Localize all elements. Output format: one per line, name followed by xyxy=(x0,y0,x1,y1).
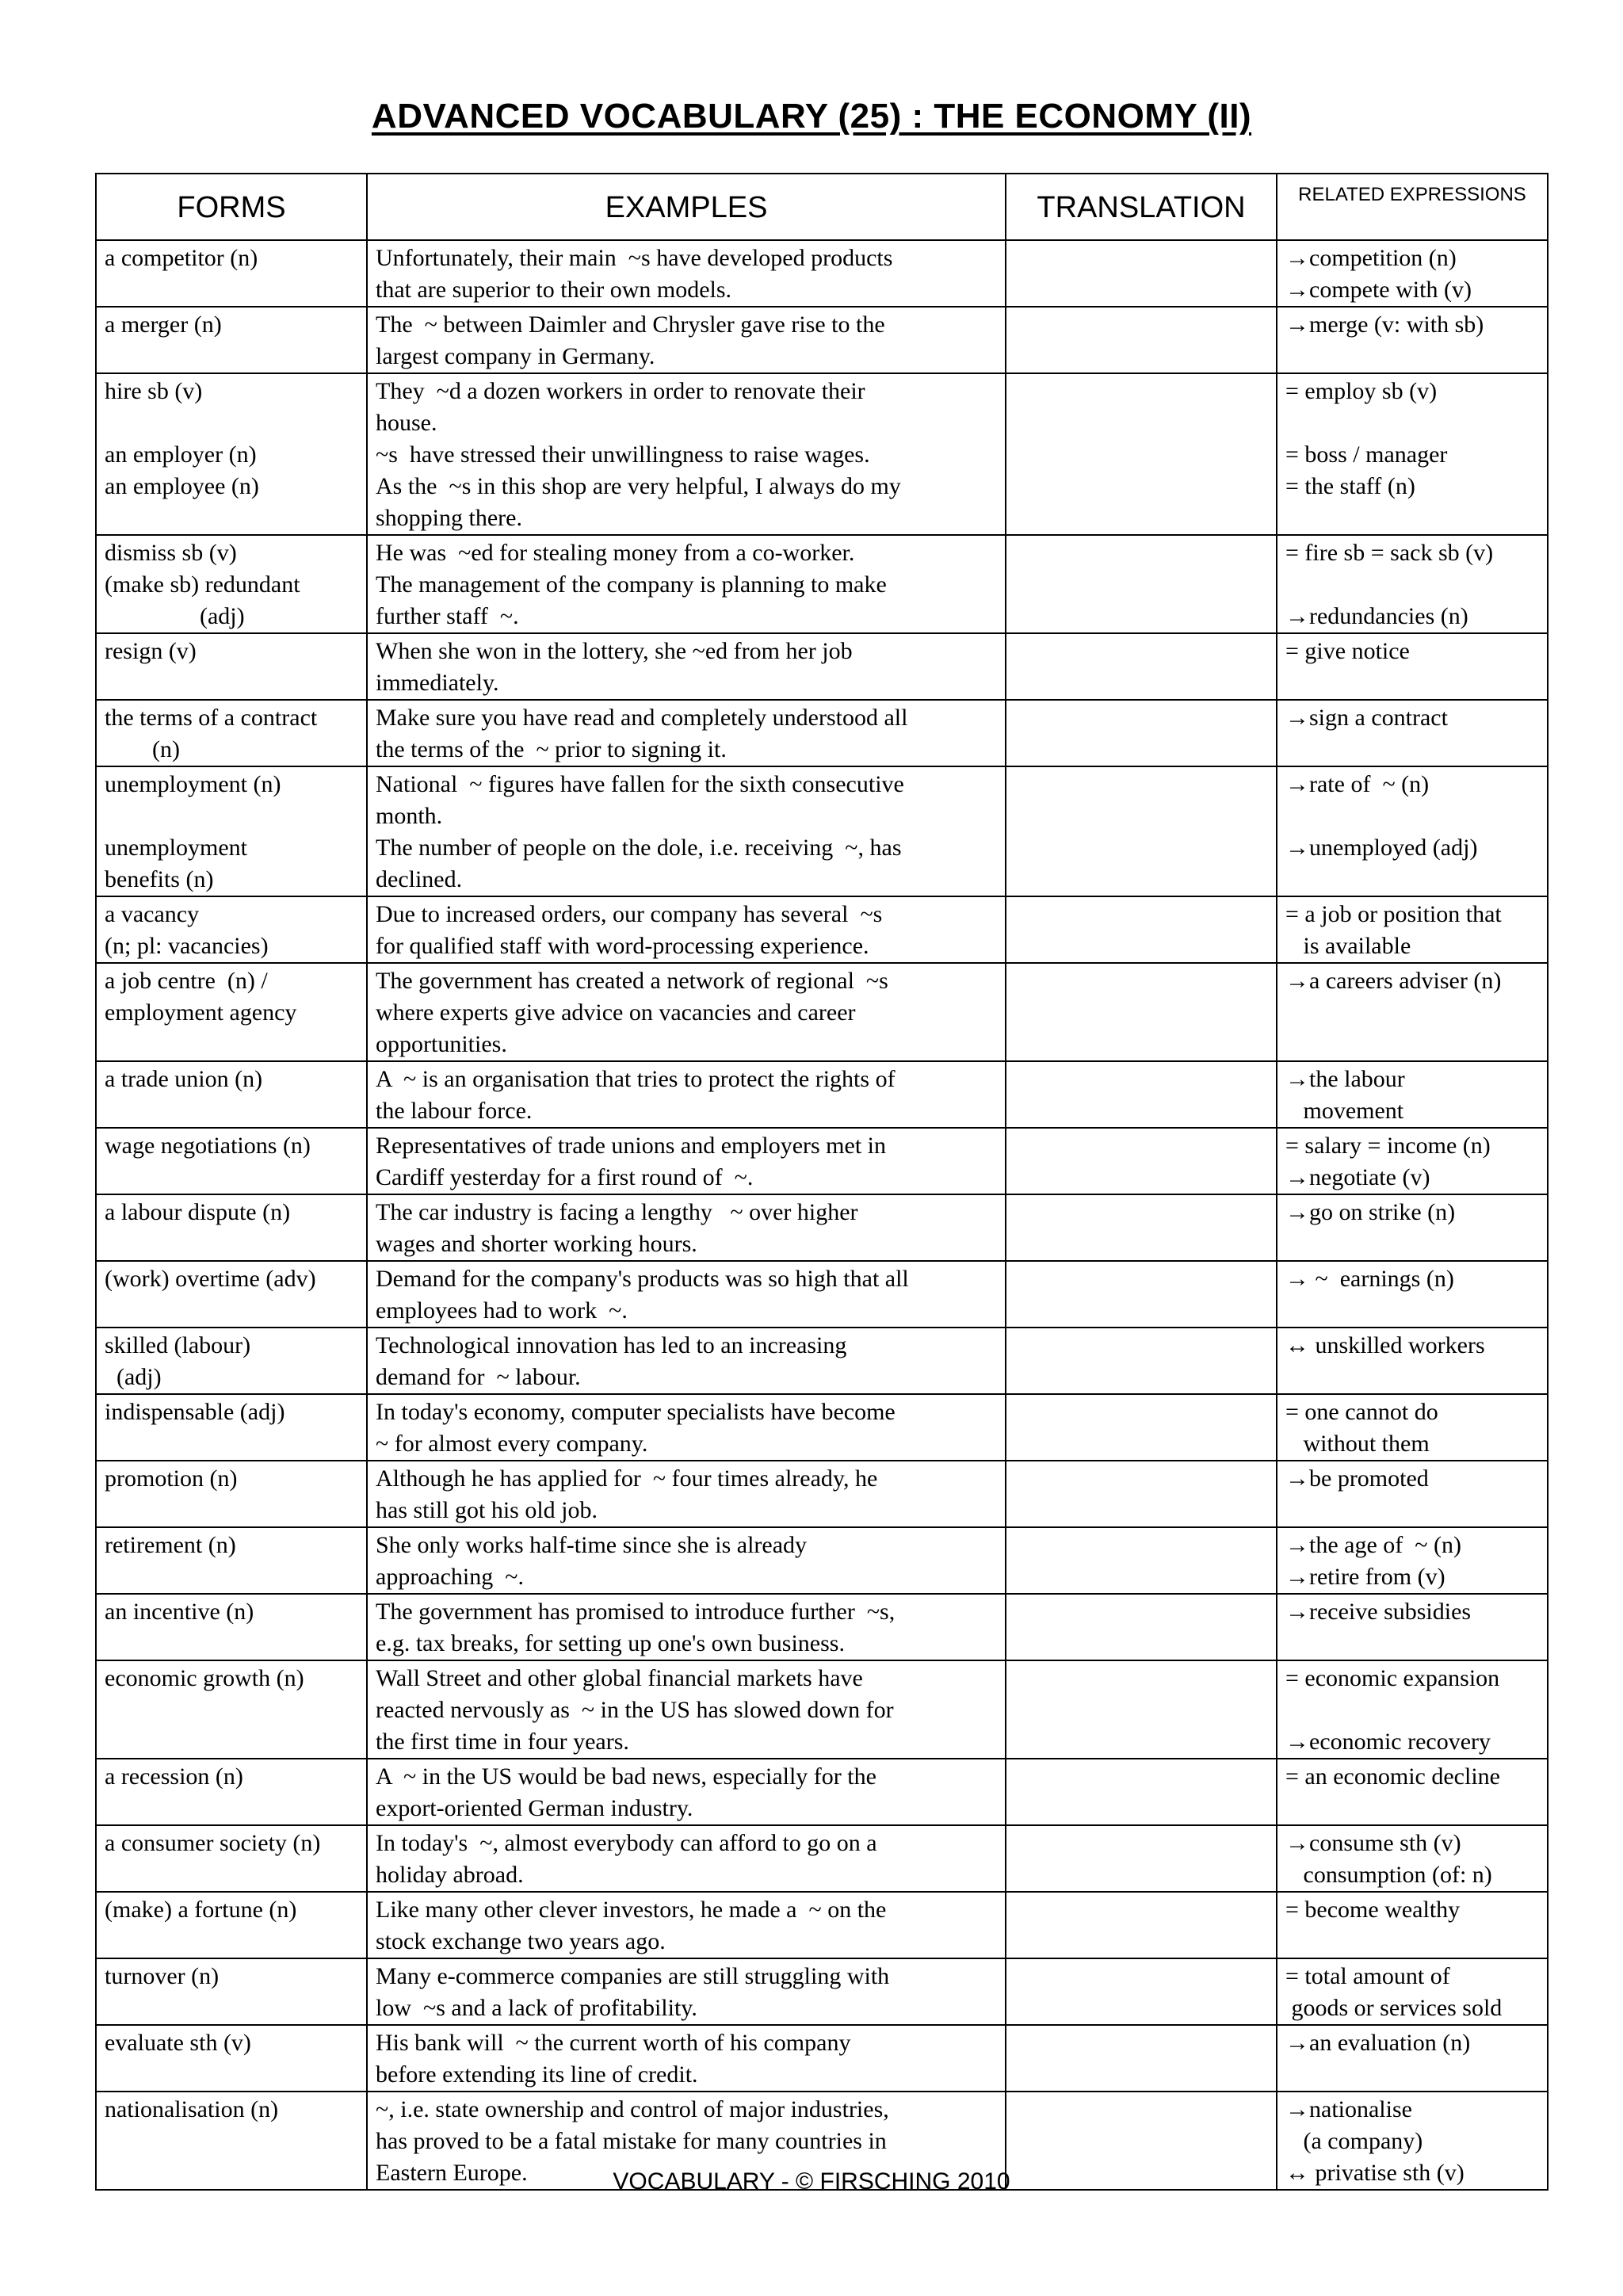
table-row xyxy=(96,963,1548,1061)
examples-line: stock exchange two years ago. xyxy=(376,1928,666,1954)
forms-line: wage negotiations (n) xyxy=(105,1133,311,1159)
translation-cell xyxy=(1006,1892,1277,1958)
examples-line: The government has promised to introduce further ~s, xyxy=(376,1599,896,1625)
forms-cell xyxy=(96,963,367,1061)
examples-line: largest company in Germany. xyxy=(376,343,655,369)
forms-line: unemployment (n) xyxy=(105,771,281,797)
examples-line: employees had to work ~. xyxy=(376,1297,628,1324)
related-expressions-line: →merge (v: with sb) xyxy=(1285,311,1484,338)
table-row xyxy=(96,896,1548,963)
table-row xyxy=(96,535,1548,633)
forms-line: a trade union (n) xyxy=(105,1066,263,1092)
related-expressions-cell xyxy=(1277,1128,1548,1194)
table-row xyxy=(96,240,1548,307)
examples-line: holiday abroad. xyxy=(376,1862,524,1888)
examples-line: She only works half-time since she is already xyxy=(376,1532,808,1558)
translation-cell xyxy=(1006,373,1277,535)
forms-line: employment agency xyxy=(105,999,297,1026)
related-expressions-cell xyxy=(1277,766,1548,896)
examples-line: National ~ figures have fallen for the sixth consecutive xyxy=(376,771,904,797)
examples-cell xyxy=(367,1261,1006,1328)
related-expressions-line: = become wealthy xyxy=(1285,1897,1461,1923)
examples-cell xyxy=(367,307,1006,373)
related-expressions-line: →negotiate (v) xyxy=(1285,1164,1430,1190)
forms-cell xyxy=(96,1261,367,1328)
forms-line: hire sb (v) xyxy=(105,378,203,404)
examples-line: His bank will ~ the current worth of his company xyxy=(376,2030,851,2056)
translation-cell xyxy=(1006,633,1277,700)
examples-line: the terms of the ~ prior to signing it. xyxy=(376,736,727,762)
table-row xyxy=(96,1128,1548,1194)
examples-line: low ~s and a lack of profitability. xyxy=(376,1995,697,2021)
translation-cell xyxy=(1006,1394,1277,1461)
examples-cell xyxy=(367,2025,1006,2092)
related-expressions-line: →competition (n) xyxy=(1285,245,1457,271)
related-expressions-line: movement xyxy=(1285,1098,1404,1124)
related-expressions-line: →be promoted xyxy=(1285,1465,1429,1492)
related-expressions-line: →economic recovery xyxy=(1285,1729,1491,1755)
examples-line: has proved to be a fatal mistake for many countries in xyxy=(376,2128,887,2154)
related-expressions-line xyxy=(1285,800,1539,832)
examples-line: The ~ between Daimler and Chrysler gave rise to the xyxy=(376,311,885,338)
related-expressions-cell xyxy=(1277,1660,1548,1759)
examples-line: In today's economy, computer specialists have become xyxy=(376,1399,896,1425)
related-expressions-line: →a careers adviser (n) xyxy=(1285,968,1502,994)
forms-cell xyxy=(96,1194,367,1261)
related-expressions-line: without them xyxy=(1285,1431,1430,1457)
related-expressions-line: →sign a contract xyxy=(1285,705,1448,731)
examples-line: wages and shorter working hours. xyxy=(376,1231,697,1257)
examples-line: for qualified staff with word-processing experience. xyxy=(376,933,869,959)
translation-cell xyxy=(1006,1461,1277,1527)
translation-cell xyxy=(1006,2025,1277,2092)
header-forms: FORMS xyxy=(96,174,367,240)
forms-line: turnover (n) xyxy=(105,1963,220,1989)
translation-cell xyxy=(1006,535,1277,633)
translation-cell xyxy=(1006,307,1277,373)
related-expressions-line: = a job or position that xyxy=(1285,901,1502,927)
related-expressions-line: ↔ privatise sth (v) xyxy=(1285,2160,1465,2186)
forms-line: the terms of a contract xyxy=(105,705,318,731)
related-expressions-line: = boss / manager xyxy=(1285,441,1448,468)
related-expressions-cell xyxy=(1277,240,1548,307)
related-expressions-line: = an economic decline xyxy=(1285,1763,1500,1790)
related-expressions-line: (a company) xyxy=(1285,2128,1423,2154)
table-row xyxy=(96,1594,1548,1660)
header-related-expressions: RELATED EXPRESSIONS xyxy=(1277,174,1548,240)
related-expressions-line: is available xyxy=(1285,933,1411,959)
examples-line: Eastern Europe. xyxy=(376,2160,528,2186)
header-examples: EXAMPLES xyxy=(367,174,1006,240)
related-expressions-line: →the labour xyxy=(1285,1066,1405,1092)
translation-cell xyxy=(1006,1660,1277,1759)
examples-line: house. xyxy=(376,410,437,436)
related-expressions-cell xyxy=(1277,896,1548,963)
forms-line: skilled (labour) xyxy=(105,1332,251,1358)
forms-line xyxy=(105,800,358,832)
related-expressions-line: = employ sb (v) xyxy=(1285,378,1438,404)
examples-cell xyxy=(367,373,1006,535)
page-title: ADVANCED VOCABULARY (25) : THE ECONOMY (II) xyxy=(371,97,1252,136)
forms-line: an employee (n) xyxy=(105,473,259,499)
translation-cell xyxy=(1006,1759,1277,1825)
related-expressions-cell xyxy=(1277,1594,1548,1660)
examples-line: Make sure you have read and completely understood all xyxy=(376,705,908,731)
forms-line: economic growth (n) xyxy=(105,1665,304,1691)
table-row xyxy=(96,1328,1548,1394)
related-expressions-line xyxy=(1285,1694,1539,1726)
table-row xyxy=(96,633,1548,700)
translation-cell xyxy=(1006,1194,1277,1261)
table-row xyxy=(96,1461,1548,1527)
examples-cell xyxy=(367,1128,1006,1194)
table-row xyxy=(96,1527,1548,1594)
forms-line: (work) overtime (adv) xyxy=(105,1266,316,1292)
forms-line: dismiss sb (v) xyxy=(105,540,237,566)
forms-line: an employer (n) xyxy=(105,441,257,468)
related-expressions-line: →receive subsidies xyxy=(1285,1599,1472,1625)
examples-line: ~ for almost every company. xyxy=(376,1431,648,1457)
translation-cell xyxy=(1006,1061,1277,1128)
forms-line: (make sb) redundant xyxy=(105,571,300,598)
forms-cell xyxy=(96,1328,367,1394)
examples-line: e.g. tax breaks, for setting up one's own business. xyxy=(376,1630,845,1656)
related-expressions-line: ↔ unskilled workers xyxy=(1285,1332,1485,1358)
forms-line: a job centre (n) / xyxy=(105,968,268,994)
translation-cell xyxy=(1006,1328,1277,1394)
examples-cell xyxy=(367,896,1006,963)
examples-line: They ~d a dozen workers in order to renovate their xyxy=(376,378,865,404)
table-row xyxy=(96,1194,1548,1261)
related-expressions-line: → ~ earnings (n) xyxy=(1285,1266,1454,1292)
translation-cell xyxy=(1006,766,1277,896)
examples-line: The car industry is facing a lengthy ~ over higher xyxy=(376,1199,858,1225)
forms-cell xyxy=(96,1394,367,1461)
related-expressions-line: goods or services sold xyxy=(1285,1995,1503,2021)
forms-cell xyxy=(96,896,367,963)
forms-line: a labour dispute (n) xyxy=(105,1199,291,1225)
header-translation: TRANSLATION xyxy=(1006,174,1277,240)
examples-line: He was ~ed for stealing money from a co-worker. xyxy=(376,540,855,566)
related-expressions-cell xyxy=(1277,373,1548,535)
related-expressions-cell xyxy=(1277,700,1548,766)
related-expressions-cell xyxy=(1277,1892,1548,1958)
examples-line: Demand for the company's products was so high that all xyxy=(376,1266,909,1292)
forms-line: benefits (n) xyxy=(105,866,214,892)
examples-line: Wall Street and other global financial markets have xyxy=(376,1665,863,1691)
examples-line: further staff ~. xyxy=(376,603,519,629)
examples-cell xyxy=(367,1594,1006,1660)
examples-line: The number of people on the dole, i.e. receiving ~, has xyxy=(376,835,902,861)
forms-cell xyxy=(96,1892,367,1958)
examples-cell xyxy=(367,1660,1006,1759)
forms-line: (n) xyxy=(105,736,180,762)
related-expressions-line: = give notice xyxy=(1285,638,1410,664)
examples-cell xyxy=(367,1892,1006,1958)
examples-cell xyxy=(367,1527,1006,1594)
related-expressions-line: = economic expansion xyxy=(1285,1665,1500,1691)
examples-line: opportunities. xyxy=(376,1031,507,1057)
related-expressions-cell xyxy=(1277,1261,1548,1328)
related-expressions-cell xyxy=(1277,1061,1548,1128)
related-expressions-line xyxy=(1285,569,1539,601)
examples-line: month. xyxy=(376,803,443,829)
examples-cell xyxy=(367,700,1006,766)
examples-line: Technological innovation has led to an increasing xyxy=(376,1332,847,1358)
examples-line: Due to increased orders, our company has several ~s xyxy=(376,901,883,927)
forms-line: retirement (n) xyxy=(105,1532,236,1558)
table-row xyxy=(96,1892,1548,1958)
examples-line: A ~ is an organisation that tries to protect the rights of xyxy=(376,1066,896,1092)
related-expressions-line: →unemployed (adj) xyxy=(1285,835,1478,861)
forms-line: evaluate sth (v) xyxy=(105,2030,251,2056)
forms-line: a competitor (n) xyxy=(105,245,258,271)
translation-cell xyxy=(1006,896,1277,963)
examples-line: the labour force. xyxy=(376,1098,533,1124)
related-expressions-line: →consume sth (v) xyxy=(1285,1830,1461,1856)
related-expressions-line: →the age of ~ (n) xyxy=(1285,1532,1461,1558)
forms-line xyxy=(105,407,358,439)
related-expressions-line: = total amount of xyxy=(1285,1963,1450,1989)
related-expressions-line: →compete with (v) xyxy=(1285,277,1472,303)
translation-cell xyxy=(1006,1261,1277,1328)
forms-cell xyxy=(96,633,367,700)
examples-line: immediately. xyxy=(376,670,499,696)
examples-line: The government has created a network of regional ~s xyxy=(376,968,888,994)
forms-line: indispensable (adj) xyxy=(105,1399,285,1425)
examples-line: Representatives of trade unions and employers met in xyxy=(376,1133,886,1159)
related-expressions-cell xyxy=(1277,1461,1548,1527)
related-expressions-line: →retire from (v) xyxy=(1285,1564,1445,1590)
related-expressions-line: = fire sb = sack sb (v) xyxy=(1285,540,1494,566)
examples-line: When she won in the lottery, she ~ed from her job xyxy=(376,638,853,664)
examples-line: Like many other clever investors, he made a ~ on the xyxy=(376,1897,887,1923)
examples-line: In today's ~, almost everybody can afford to go on a xyxy=(376,1830,877,1856)
vocabulary-table xyxy=(95,173,1549,2191)
examples-line: export-oriented German industry. xyxy=(376,1795,693,1821)
examples-cell xyxy=(367,1328,1006,1394)
forms-cell xyxy=(96,1594,367,1660)
examples-line: declined. xyxy=(376,866,463,892)
examples-cell xyxy=(367,535,1006,633)
examples-line: reacted nervously as ~ in the US has slowed down for xyxy=(376,1697,894,1723)
related-expressions-cell xyxy=(1277,535,1548,633)
translation-cell xyxy=(1006,1527,1277,1594)
table-row xyxy=(96,1825,1548,1892)
forms-line: resign (v) xyxy=(105,638,197,664)
examples-line: A ~ in the US would be bad news, especially for the xyxy=(376,1763,876,1790)
forms-cell xyxy=(96,1061,367,1128)
forms-cell xyxy=(96,1527,367,1594)
related-expressions-line: →rate of ~ (n) xyxy=(1285,771,1430,797)
forms-cell xyxy=(96,1660,367,1759)
translation-cell xyxy=(1006,963,1277,1061)
examples-cell xyxy=(367,1825,1006,1892)
page-footer: VOCABULARY - © FIRSCHING 2010 xyxy=(613,2168,1010,2195)
examples-line: Unfortunately, their main ~s have developed products xyxy=(376,245,893,271)
related-expressions-line: →an evaluation (n) xyxy=(1285,2030,1471,2056)
forms-line: unemployment xyxy=(105,835,247,861)
examples-cell xyxy=(367,766,1006,896)
table-row xyxy=(96,1261,1548,1328)
forms-cell xyxy=(96,307,367,373)
forms-cell xyxy=(96,373,367,535)
related-expressions-cell xyxy=(1277,1759,1548,1825)
forms-cell xyxy=(96,1759,367,1825)
forms-line: a merger (n) xyxy=(105,311,222,338)
examples-line: that are superior to their own models. xyxy=(376,277,732,303)
forms-cell xyxy=(96,1825,367,1892)
related-expressions-line: →redundancies (n) xyxy=(1285,603,1468,629)
examples-line: Although he has applied for ~ four times already, he xyxy=(376,1465,878,1492)
examples-line: has still got his old job. xyxy=(376,1497,598,1523)
table-row xyxy=(96,307,1548,373)
related-expressions-line: consumption (of: n) xyxy=(1285,1862,1492,1888)
examples-cell xyxy=(367,1958,1006,2025)
examples-cell xyxy=(367,1759,1006,1825)
related-expressions-cell xyxy=(1277,963,1548,1061)
examples-cell xyxy=(367,1461,1006,1527)
forms-line: a vacancy xyxy=(105,901,200,927)
forms-line: (n; pl: vacancies) xyxy=(105,933,269,959)
forms-cell xyxy=(96,2025,367,2092)
related-expressions-line: = salary = income (n) xyxy=(1285,1133,1491,1159)
table-row xyxy=(96,1061,1548,1128)
table-header-row xyxy=(96,174,1548,240)
forms-cell xyxy=(96,1128,367,1194)
forms-line: (adj) xyxy=(105,1364,162,1390)
examples-line: ~s have stressed their unwillingness to raise wages. xyxy=(376,441,870,468)
forms-cell xyxy=(96,700,367,766)
examples-line: Many e-commerce companies are still struggling with xyxy=(376,1963,890,1989)
examples-line: where experts give advice on vacancies and career xyxy=(376,999,856,1026)
forms-cell xyxy=(96,240,367,307)
table-row xyxy=(96,1958,1548,2025)
related-expressions-cell xyxy=(1277,633,1548,700)
related-expressions-line: = one cannot do xyxy=(1285,1399,1438,1425)
examples-line: shopping there. xyxy=(376,505,522,531)
related-expressions-line: →nationalise xyxy=(1285,2096,1412,2122)
examples-cell xyxy=(367,240,1006,307)
translation-cell xyxy=(1006,1128,1277,1194)
examples-cell xyxy=(367,963,1006,1061)
table-row xyxy=(96,766,1548,896)
examples-line: demand for ~ labour. xyxy=(376,1364,581,1390)
related-expressions-line: = the staff (n) xyxy=(1285,473,1415,499)
table-body xyxy=(96,240,1548,2190)
forms-line: (make) a fortune (n) xyxy=(105,1897,297,1923)
forms-line: nationalisation (n) xyxy=(105,2096,279,2122)
forms-cell xyxy=(96,766,367,896)
examples-cell xyxy=(367,1194,1006,1261)
related-expressions-cell xyxy=(1277,1394,1548,1461)
table-row xyxy=(96,1759,1548,1825)
related-expressions-cell xyxy=(1277,307,1548,373)
examples-line: before extending its line of credit. xyxy=(376,2061,698,2088)
translation-cell xyxy=(1006,1958,1277,2025)
examples-line: Cardiff yesterday for a first round of ~. xyxy=(376,1164,754,1190)
related-expressions-cell xyxy=(1277,1958,1548,2025)
forms-line: a recession (n) xyxy=(105,1763,243,1790)
related-expressions-cell xyxy=(1277,2025,1548,2092)
table-row xyxy=(96,1394,1548,1461)
forms-line: a consumer society (n) xyxy=(105,1830,321,1856)
table-row xyxy=(96,700,1548,766)
table-row xyxy=(96,2025,1548,2092)
forms-cell xyxy=(96,1461,367,1527)
examples-line: approaching ~. xyxy=(376,1564,525,1590)
related-expressions-line: →go on strike (n) xyxy=(1285,1199,1456,1225)
examples-cell xyxy=(367,633,1006,700)
translation-cell xyxy=(1006,240,1277,307)
examples-cell xyxy=(367,1061,1006,1128)
related-expressions-cell xyxy=(1277,1527,1548,1594)
forms-line: an incentive (n) xyxy=(105,1599,254,1625)
table-row xyxy=(96,373,1548,535)
related-expressions-line xyxy=(1285,407,1539,439)
translation-cell xyxy=(1006,700,1277,766)
examples-line: As the ~s in this shop are very helpful, I always do my xyxy=(376,473,901,499)
forms-cell xyxy=(96,1958,367,2025)
related-expressions-cell xyxy=(1277,1328,1548,1394)
related-expressions-cell xyxy=(1277,1194,1548,1261)
table-row xyxy=(96,1660,1548,1759)
examples-cell xyxy=(367,1394,1006,1461)
translation-cell xyxy=(1006,1825,1277,1892)
examples-line: ~, i.e. state ownership and control of major industries, xyxy=(376,2096,889,2122)
examples-line: The management of the company is planning to make xyxy=(376,571,887,598)
translation-cell xyxy=(1006,1594,1277,1660)
forms-line: promotion (n) xyxy=(105,1465,238,1492)
forms-cell xyxy=(96,535,367,633)
related-expressions-cell xyxy=(1277,1825,1548,1892)
examples-line: the first time in four years. xyxy=(376,1729,629,1755)
forms-line: (adj) xyxy=(105,603,245,629)
